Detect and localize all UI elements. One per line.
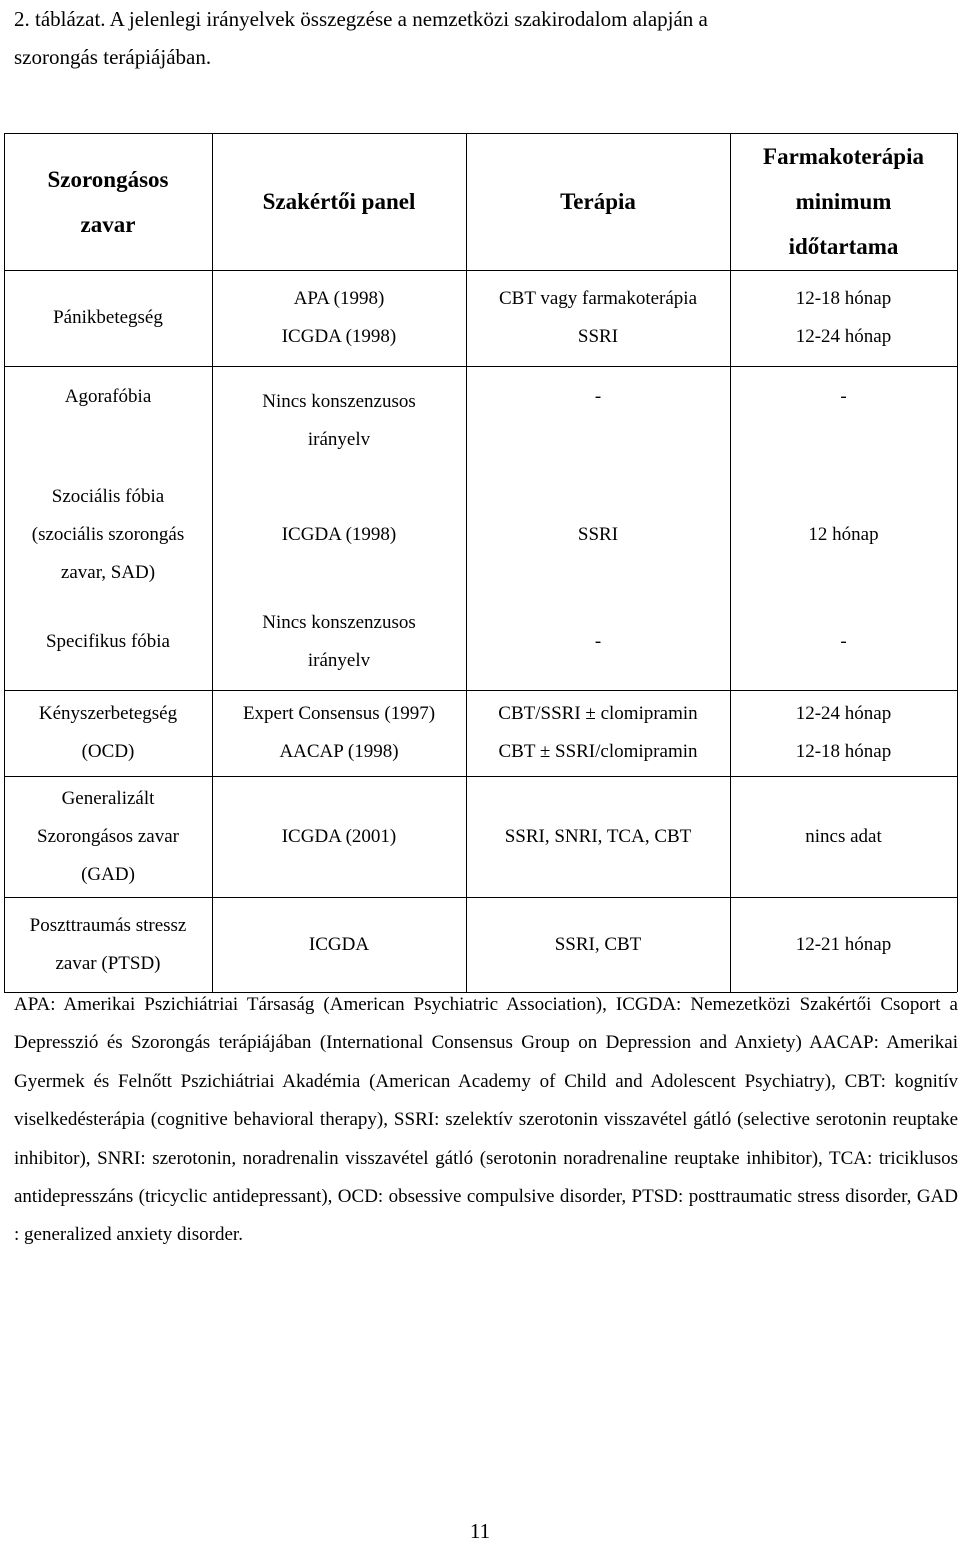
row-1-therapy [466, 378, 730, 454]
row-5-disorder-line: Generalizált [61, 787, 155, 809]
row-4-therapy-line: CBT/SSRI ± clomipramin [498, 703, 698, 724]
row-6-panel-line: ICGDA [308, 933, 370, 955]
row-0-panel-line: ICGDA (1998) [281, 326, 397, 347]
abbreviations-note: APA: Amerikai Pszichiátriai Társaság (American Psychiatric Association), ICGDA: Nemezetközi Szakértői Csoport a Depresszió és Szorongás terápiájában (International Consensus Group on Depression and Anxiety) AACAP: Amerikai Gyermek és Felnőtt Pszichiátriai Akadémia (American Academy of Child and Adolescent Psychiatry), CBT: kognitív viselkedésterápia (cognitive behavioral therapy), SSRI: szelektív szerotonin visszavétel gátló (selective serotonin reuptake inhibitor), SNRI: szerotonin, noradrenalin visszavétel gátló (serotonin noradrenaline reuptake inhibitor), TCA: triciklusos antidepresszáns (tricyclic antidepressant), OCD: obsessive compulsive disorder, PTSD: posttraumatic stress disorder, GAD : generalized anxiety disorder. [14, 994, 958, 1246]
row-1-panel-line: irányelv [307, 428, 371, 450]
row-5-therapy-line: SSRI, SNRI, TCA, CBT [504, 825, 692, 847]
row-0-therapy [466, 270, 730, 366]
row-6-duration [730, 897, 957, 992]
row-4-duration [730, 690, 957, 776]
row-0-therapy-line: SSRI [577, 326, 619, 347]
row-6-disorder-line: zavar (PTSD) [55, 952, 161, 974]
row-4-panel-line: Expert Consensus (1997) [242, 703, 436, 724]
row-4-therapy-line: CBT ± SSRI/clomipramin [498, 741, 698, 762]
row-3-disorder [4, 594, 212, 690]
header-col2-line: Szakértői panel [262, 189, 416, 214]
row-2-disorder-line: zavar, SAD) [60, 561, 156, 583]
row-6-disorder [4, 897, 212, 992]
caption-line-2: szorongás terápiájában. [14, 45, 212, 69]
row-3-duration [730, 594, 957, 690]
row-4-disorder-line: (OCD) [81, 741, 135, 762]
row-2-panel-line: ICGDA (1998) [281, 523, 397, 545]
row-2-duration [730, 475, 957, 594]
row-4-duration-line: 12-24 hónap [795, 703, 892, 724]
row-0-therapy-line: CBT vagy farmakoterápia [498, 288, 698, 309]
row-2-disorder [4, 475, 212, 594]
row-0-disorder [4, 270, 212, 366]
row-5-disorder [4, 776, 212, 897]
header-col1 [4, 133, 212, 270]
row-6-disorder-line: Poszttraumás stressz [29, 914, 187, 936]
row-5-duration [730, 776, 957, 897]
row-1-duration [730, 378, 957, 454]
row-0-panel-line: APA (1998) [293, 288, 385, 309]
row-3-panel [212, 594, 466, 690]
header-col2 [212, 133, 466, 270]
row-3-panel-line: irányelv [307, 650, 371, 671]
row-6-panel [212, 897, 466, 992]
row-5-duration-line: nincs adat [805, 825, 882, 847]
row-3-panel-line: Nincs konszenzusos [262, 612, 416, 633]
page-number: 11 [469, 1519, 491, 1543]
row-6-duration-line: 12-21 hónap [795, 933, 892, 955]
row-2-disorder-line: (szociális szorongás [31, 523, 185, 545]
row-5-panel [212, 776, 466, 897]
row-1-therapy-line: - [594, 386, 602, 407]
row-4-duration-line: 12-18 hónap [795, 741, 892, 762]
row-1-duration-line: - [840, 386, 847, 407]
header-col4 [730, 133, 957, 270]
row-4-disorder-line: Kényszerbetegség [38, 703, 178, 724]
row-1-disorder [4, 378, 212, 454]
row-2-disorder-line: Szociális fóbia [51, 485, 165, 507]
caption-line-1: 2. táblázat. A jelenlegi irányelvek összegzése a nemzetközi szakirodalom alapján a [14, 7, 708, 31]
header-col4-line: időtartama [788, 234, 899, 259]
header-col1-line: Szorongásos [47, 166, 169, 192]
row-5-panel-line: ICGDA (2001) [281, 825, 397, 847]
row-3-therapy-line: - [594, 631, 602, 652]
row-3-disorder-line: Specifikus fóbia [45, 631, 170, 652]
row-5-disorder-line: Szorongásos zavar [37, 825, 179, 847]
row-2-therapy [466, 475, 730, 594]
row-4-panel [212, 690, 466, 776]
row-1-panel [212, 366, 466, 475]
row-0-duration-line: 12-24 hónap [795, 326, 892, 347]
row-0-duration [730, 270, 957, 366]
row-3-therapy [466, 594, 730, 690]
row-2-therapy-line: SSRI [577, 523, 619, 545]
row-6-therapy [466, 897, 730, 992]
column-border-4 [957, 133, 958, 992]
row-border-0 [4, 366, 957, 367]
row-6-therapy-line: SSRI, CBT [554, 933, 642, 955]
row-4-therapy [466, 690, 730, 776]
row-1-disorder-line: Agorafóbia [64, 386, 152, 407]
header-col3 [466, 133, 730, 270]
row-1-panel-line: Nincs konszenzusos [262, 390, 416, 412]
row-5-therapy [466, 776, 730, 897]
row-3-duration-line: - [840, 631, 847, 652]
row-4-panel-line: AACAP (1998) [279, 741, 399, 762]
header-col3-line: Terápia [560, 189, 636, 214]
row-0-duration-line: 12-18 hónap [795, 288, 892, 309]
row-0-panel [212, 270, 466, 366]
header-col4-line: Farmakoterápia [763, 144, 924, 169]
row-2-duration-line: 12 hónap [808, 523, 879, 545]
header-col4-line: minimum [795, 189, 892, 214]
row-5-disorder-line: (GAD) [81, 863, 135, 885]
row-0-disorder-line: Pánikbetegség [53, 307, 163, 328]
row-4-disorder [4, 690, 212, 776]
header-col1-line: zavar [80, 211, 136, 237]
row-2-panel [212, 475, 466, 594]
